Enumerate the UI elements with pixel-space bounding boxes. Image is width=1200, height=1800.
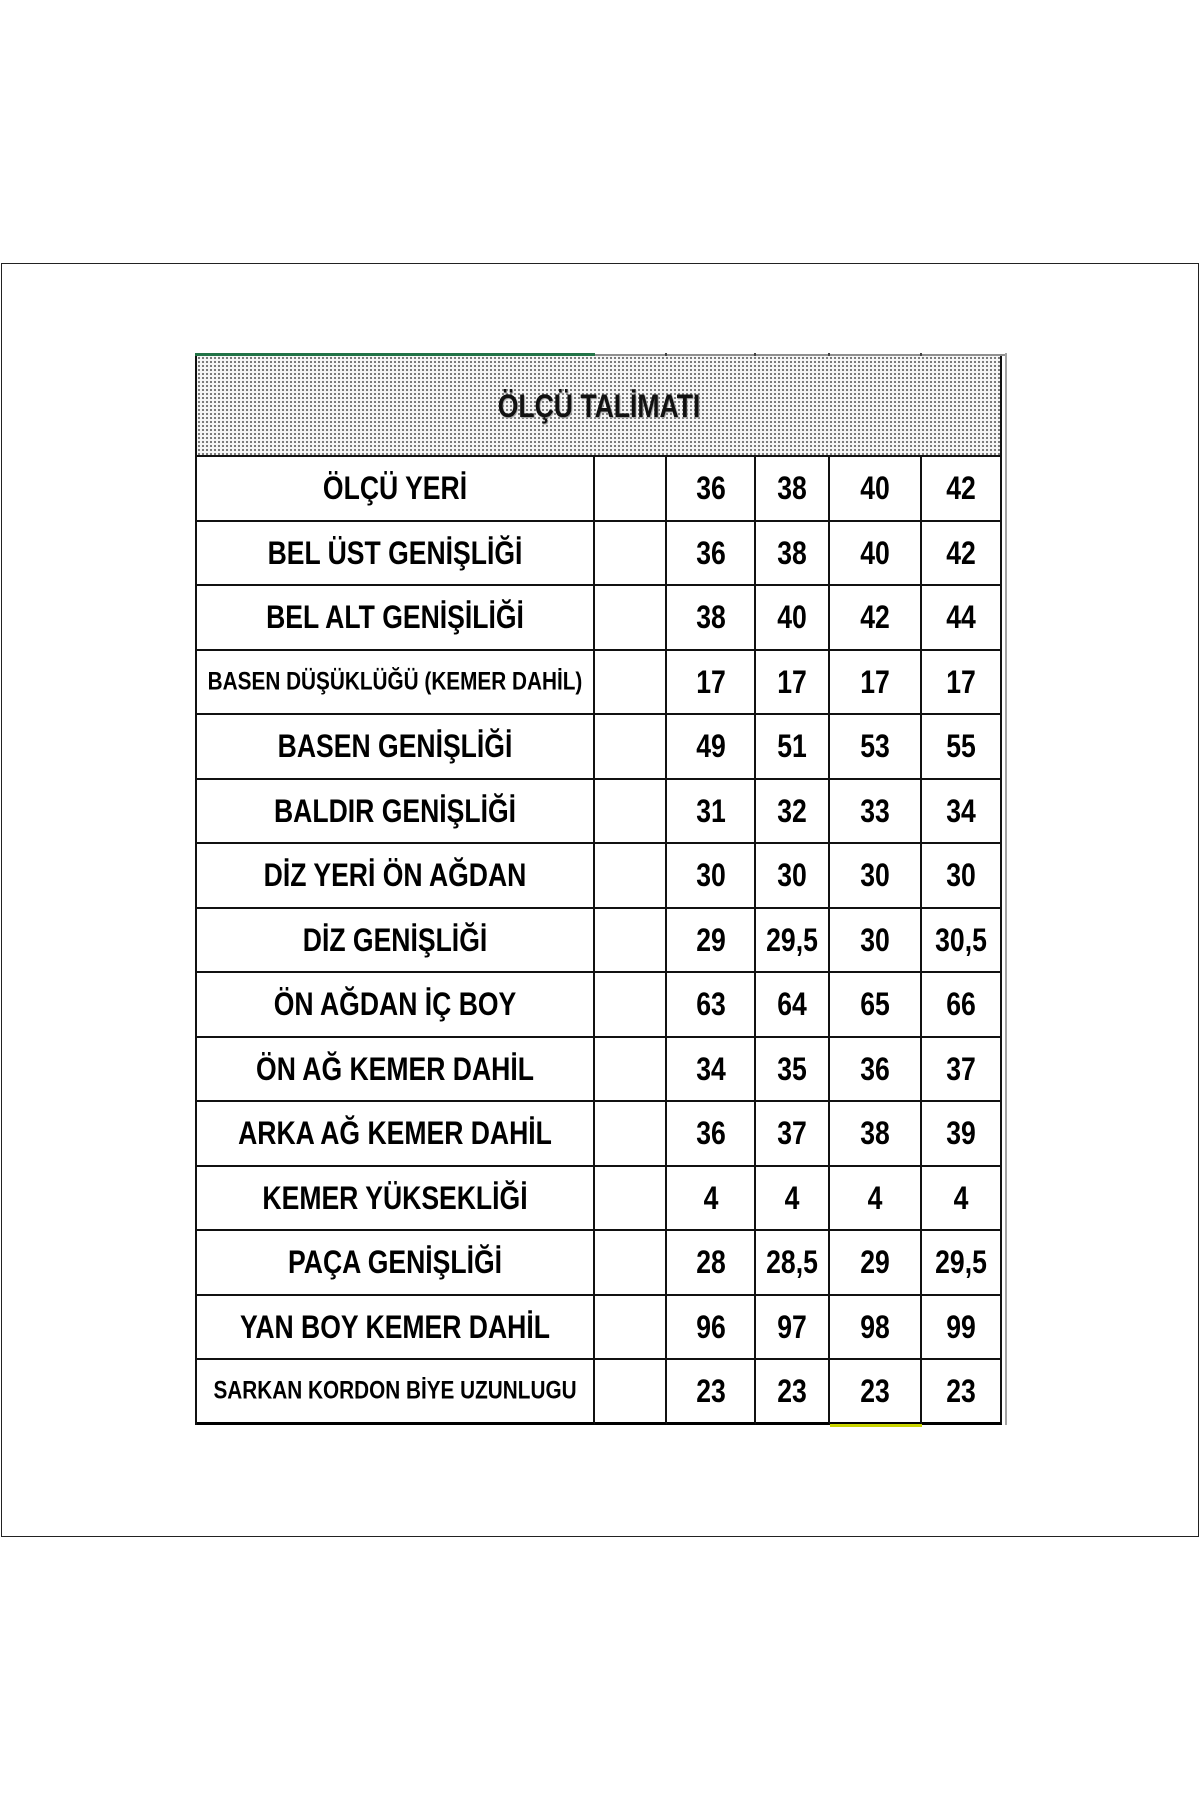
value-text: 65 [860, 986, 890, 1023]
value-cell [922, 651, 1002, 716]
value-cell [667, 651, 756, 716]
value-text: 36 [695, 534, 726, 571]
value-text: 23 [695, 1372, 726, 1409]
row-label: KEMER YÜKSEKLİĞİ [262, 1179, 528, 1216]
value-cell [667, 1102, 756, 1167]
value-text: 32 [777, 792, 807, 829]
value-text: 30,5 [935, 921, 987, 958]
row-label: BEL ALT GENİŞİLİĞİ [266, 599, 524, 636]
value-cell [830, 651, 922, 716]
value-cell [756, 1231, 830, 1296]
value-cell [922, 1360, 1002, 1425]
value-cell [667, 586, 756, 651]
value-text: 34 [946, 792, 976, 829]
value-cell [756, 586, 830, 651]
value-text: 4 [867, 1179, 883, 1216]
value-text: 17 [860, 663, 890, 700]
row-label: ÖLÇÜ YERİ [322, 470, 468, 507]
row-label: ARKA AĞ KEMER DAHİL [238, 1115, 552, 1152]
value-cell [830, 844, 922, 909]
value-text: 4 [784, 1179, 800, 1216]
row-label-cell [197, 973, 595, 1038]
value-text: 39 [946, 1115, 976, 1152]
empty-cell [595, 586, 667, 651]
value-text: 17 [777, 663, 807, 700]
value-text: 38 [860, 1115, 890, 1152]
value-cell [756, 973, 830, 1038]
value-cell [922, 909, 1002, 974]
value-text: 4 [953, 1179, 969, 1216]
value-text: 51 [777, 728, 807, 765]
value-cell [667, 780, 756, 845]
row-label-cell [197, 715, 595, 780]
value-cell [830, 1102, 922, 1167]
value-text: 49 [695, 728, 726, 765]
row-label-cell [197, 1102, 595, 1167]
empty-cell [595, 1038, 667, 1103]
size-header-text: 40 [860, 470, 890, 507]
row-label: BEL ÜST GENİŞLİĞİ [267, 534, 523, 571]
value-text: 42 [860, 599, 890, 636]
value-cell [922, 1102, 1002, 1167]
row-label: DİZ GENİŞLİĞİ [302, 921, 488, 958]
value-text: 29,5 [766, 921, 818, 958]
row-label-cell [197, 1167, 595, 1232]
row-label-cell [197, 586, 595, 651]
size-header-cell [830, 457, 922, 522]
value-cell [756, 909, 830, 974]
selection-accent-line [830, 1424, 922, 1427]
value-cell [830, 586, 922, 651]
value-text: 37 [946, 1050, 976, 1087]
value-text: 28 [695, 1244, 726, 1281]
row-label: BASEN DÜŞÜKLÜĞÜ (KEMER DAHİL) [207, 667, 583, 696]
empty-cell [595, 522, 667, 587]
row-label-cell [197, 780, 595, 845]
value-cell [830, 1296, 922, 1361]
value-text: 29,5 [935, 1244, 987, 1281]
row-label: YAN BOY KEMER DAHİL [240, 1308, 550, 1345]
value-cell [830, 715, 922, 780]
value-cell [922, 715, 1002, 780]
value-cell [667, 715, 756, 780]
empty-cell [595, 457, 667, 522]
row-label: DİZ YERİ ÖN AĞDAN [263, 857, 527, 894]
row-label-cell [197, 1360, 595, 1425]
empty-cell [595, 1167, 667, 1232]
value-cell [667, 909, 756, 974]
empty-cell [595, 1231, 667, 1296]
size-header-text: 36 [695, 470, 726, 507]
value-text: 55 [946, 728, 976, 765]
right-gridline [1005, 353, 1007, 1425]
empty-cell [595, 780, 667, 845]
value-cell [922, 973, 1002, 1038]
row-label-cell [197, 1296, 595, 1361]
value-text: 17 [695, 663, 726, 700]
value-cell [756, 1038, 830, 1103]
value-text: 31 [695, 792, 726, 829]
value-cell [922, 780, 1002, 845]
value-text: 37 [777, 1115, 807, 1152]
empty-cell [595, 1102, 667, 1167]
value-cell [756, 651, 830, 716]
value-cell [667, 1038, 756, 1103]
row-label: SARKAN KORDON BİYE UZUNLUGU [213, 1376, 577, 1405]
value-cell [756, 1102, 830, 1167]
table-title: ÖLÇÜ TALİMATI [497, 387, 700, 424]
value-cell [830, 780, 922, 845]
value-cell [667, 1231, 756, 1296]
value-cell [756, 522, 830, 587]
value-cell [756, 1296, 830, 1361]
value-text: 29 [860, 1244, 890, 1281]
value-text: 40 [777, 599, 807, 636]
value-cell [756, 715, 830, 780]
value-cell [667, 1296, 756, 1361]
value-cell [830, 1231, 922, 1296]
value-text: 23 [946, 1372, 976, 1409]
row-label-cell [197, 651, 595, 716]
value-text: 30 [946, 857, 976, 894]
empty-cell [595, 1360, 667, 1425]
value-text: 30 [695, 857, 726, 894]
value-cell [667, 522, 756, 587]
value-cell [830, 973, 922, 1038]
value-text: 44 [946, 599, 976, 636]
value-text: 38 [695, 599, 726, 636]
value-text: 38 [777, 534, 807, 571]
row-label-cell [197, 1231, 595, 1296]
value-cell [667, 844, 756, 909]
value-text: 17 [946, 663, 976, 700]
size-header-cell [756, 457, 830, 522]
size-header-cell [922, 457, 1002, 522]
value-text: 63 [695, 986, 726, 1023]
value-text: 30 [860, 921, 890, 958]
size-header-cell [667, 457, 756, 522]
value-cell [830, 1038, 922, 1103]
value-cell [756, 1360, 830, 1425]
value-text: 4 [703, 1179, 718, 1216]
row-label-cell [197, 909, 595, 974]
value-cell [922, 1296, 1002, 1361]
value-cell [922, 844, 1002, 909]
value-text: 23 [777, 1372, 807, 1409]
row-label: ÖN AĞ KEMER DAHİL [256, 1050, 534, 1087]
value-cell [830, 522, 922, 587]
value-text: 28,5 [766, 1244, 818, 1281]
empty-cell [595, 715, 667, 780]
value-text: 66 [946, 986, 976, 1023]
value-text: 23 [860, 1372, 890, 1409]
value-cell [667, 973, 756, 1038]
row-label-cell [197, 522, 595, 587]
empty-cell [595, 973, 667, 1038]
value-cell [667, 1360, 756, 1425]
value-cell [830, 909, 922, 974]
title-cell [197, 356, 1002, 457]
value-text: 30 [860, 857, 890, 894]
value-text: 64 [777, 986, 807, 1023]
value-text: 33 [860, 792, 890, 829]
empty-cell [595, 909, 667, 974]
size-header-text: 38 [777, 470, 807, 507]
value-text: 42 [946, 534, 976, 571]
value-cell [830, 1167, 922, 1232]
row-label-cell [197, 457, 595, 522]
row-label-cell [197, 1038, 595, 1103]
value-cell [756, 1167, 830, 1232]
value-text: 36 [860, 1050, 890, 1087]
value-text: 96 [695, 1308, 726, 1345]
empty-cell [595, 844, 667, 909]
row-label: BALDIR GENİŞLİĞİ [274, 792, 516, 829]
value-text: 34 [695, 1050, 726, 1087]
value-cell [830, 1360, 922, 1425]
value-text: 35 [777, 1050, 807, 1087]
row-label: BASEN GENİŞLİĞİ [277, 728, 513, 765]
value-text: 53 [860, 728, 890, 765]
empty-cell [595, 651, 667, 716]
value-cell [922, 522, 1002, 587]
value-text: 98 [860, 1308, 890, 1345]
row-label: PAÇA GENİŞLİĞİ [288, 1244, 502, 1281]
value-cell [667, 1167, 756, 1232]
value-cell [922, 1038, 1002, 1103]
value-text: 30 [777, 857, 807, 894]
value-text: 97 [777, 1308, 807, 1345]
value-cell [922, 1167, 1002, 1232]
value-cell [756, 844, 830, 909]
value-cell [922, 586, 1002, 651]
row-label-cell [197, 844, 595, 909]
value-text: 99 [946, 1308, 976, 1345]
value-text: 40 [860, 534, 890, 571]
value-cell [922, 1231, 1002, 1296]
empty-cell [595, 1296, 667, 1361]
size-chart-table [195, 356, 1002, 1425]
value-text: 36 [695, 1115, 726, 1152]
size-header-text: 42 [946, 470, 976, 507]
row-label: ÖN AĞDAN İÇ BOY [273, 986, 517, 1023]
size-chart-sheet [195, 353, 1007, 1429]
value-text: 29 [695, 921, 726, 958]
value-cell [756, 780, 830, 845]
